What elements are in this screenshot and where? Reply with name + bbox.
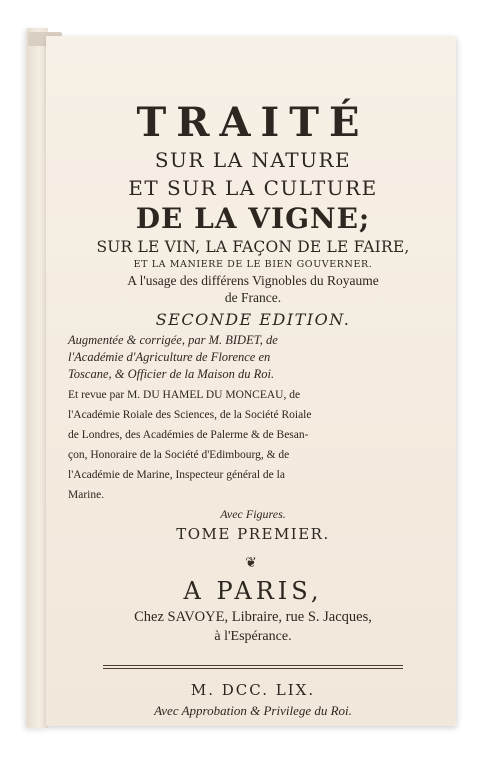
augment-line-1: Augmentée & corrigée, par M. BIDET, de [68,333,278,347]
revue-line-1: Et revue par M. DU HAMEL DU MONCEAU, de [68,389,301,401]
title-line-6: ET LA MANIERE DE LE BIEN GOUVERNER. [133,259,373,270]
usage-line-1: A l'usage des différens Vignobles du Royaume [127,273,379,288]
book-spine [26,28,48,728]
title-line-5: SUR LE VIN, LA FAÇON DE LE FAIRE, [96,238,410,256]
title-traite: TRAITÉ [136,99,370,146]
title-page-text [58,100,448,721]
city-label: A PARIS, [183,577,323,605]
sign-label: à l'Espérance. [214,629,292,644]
publisher-label: Chez SAVOYE, Libraire, rue S. Jacques, [134,609,372,625]
tome-label: TOME PREMIER. [176,525,330,543]
usage-line-2: de France. [224,290,282,305]
double-rule-divider [103,665,403,669]
title-line-4: DE LA VIGNE; [135,202,371,235]
edition-label: SECONDE EDITION. [155,310,351,329]
approbation-note: Avec Approbation & Privilege du Roi. [154,703,352,718]
figures-note: Avec Figures. [220,507,286,521]
title-line-3: ET SUR LA CULTURE [128,176,378,200]
revue-line-2: l'Académie Roiale des Sciences, de la Société Roiale [68,409,312,421]
title-line-2: SUR LA NATURE [154,148,352,172]
revue-line-4: çon, Honoraire de la Société d'Edimbourg, & de [68,449,290,461]
revue-line-6: Marine. [68,489,105,501]
revue-line-3: de Londres, des Académies de Palerme & de Besan- [68,429,309,441]
augment-line-3: Toscane, & Officier de la Maison du Roi. [68,367,275,381]
revue-line-5: l'Académie de Marine, Inspecteur général de la [68,469,285,481]
ornament-icon: ❦ [245,555,261,571]
publication-date: M. DCC. LIX. [190,681,316,699]
augment-line-2: l'Académie d'Agriculture de Florence en [68,350,271,364]
